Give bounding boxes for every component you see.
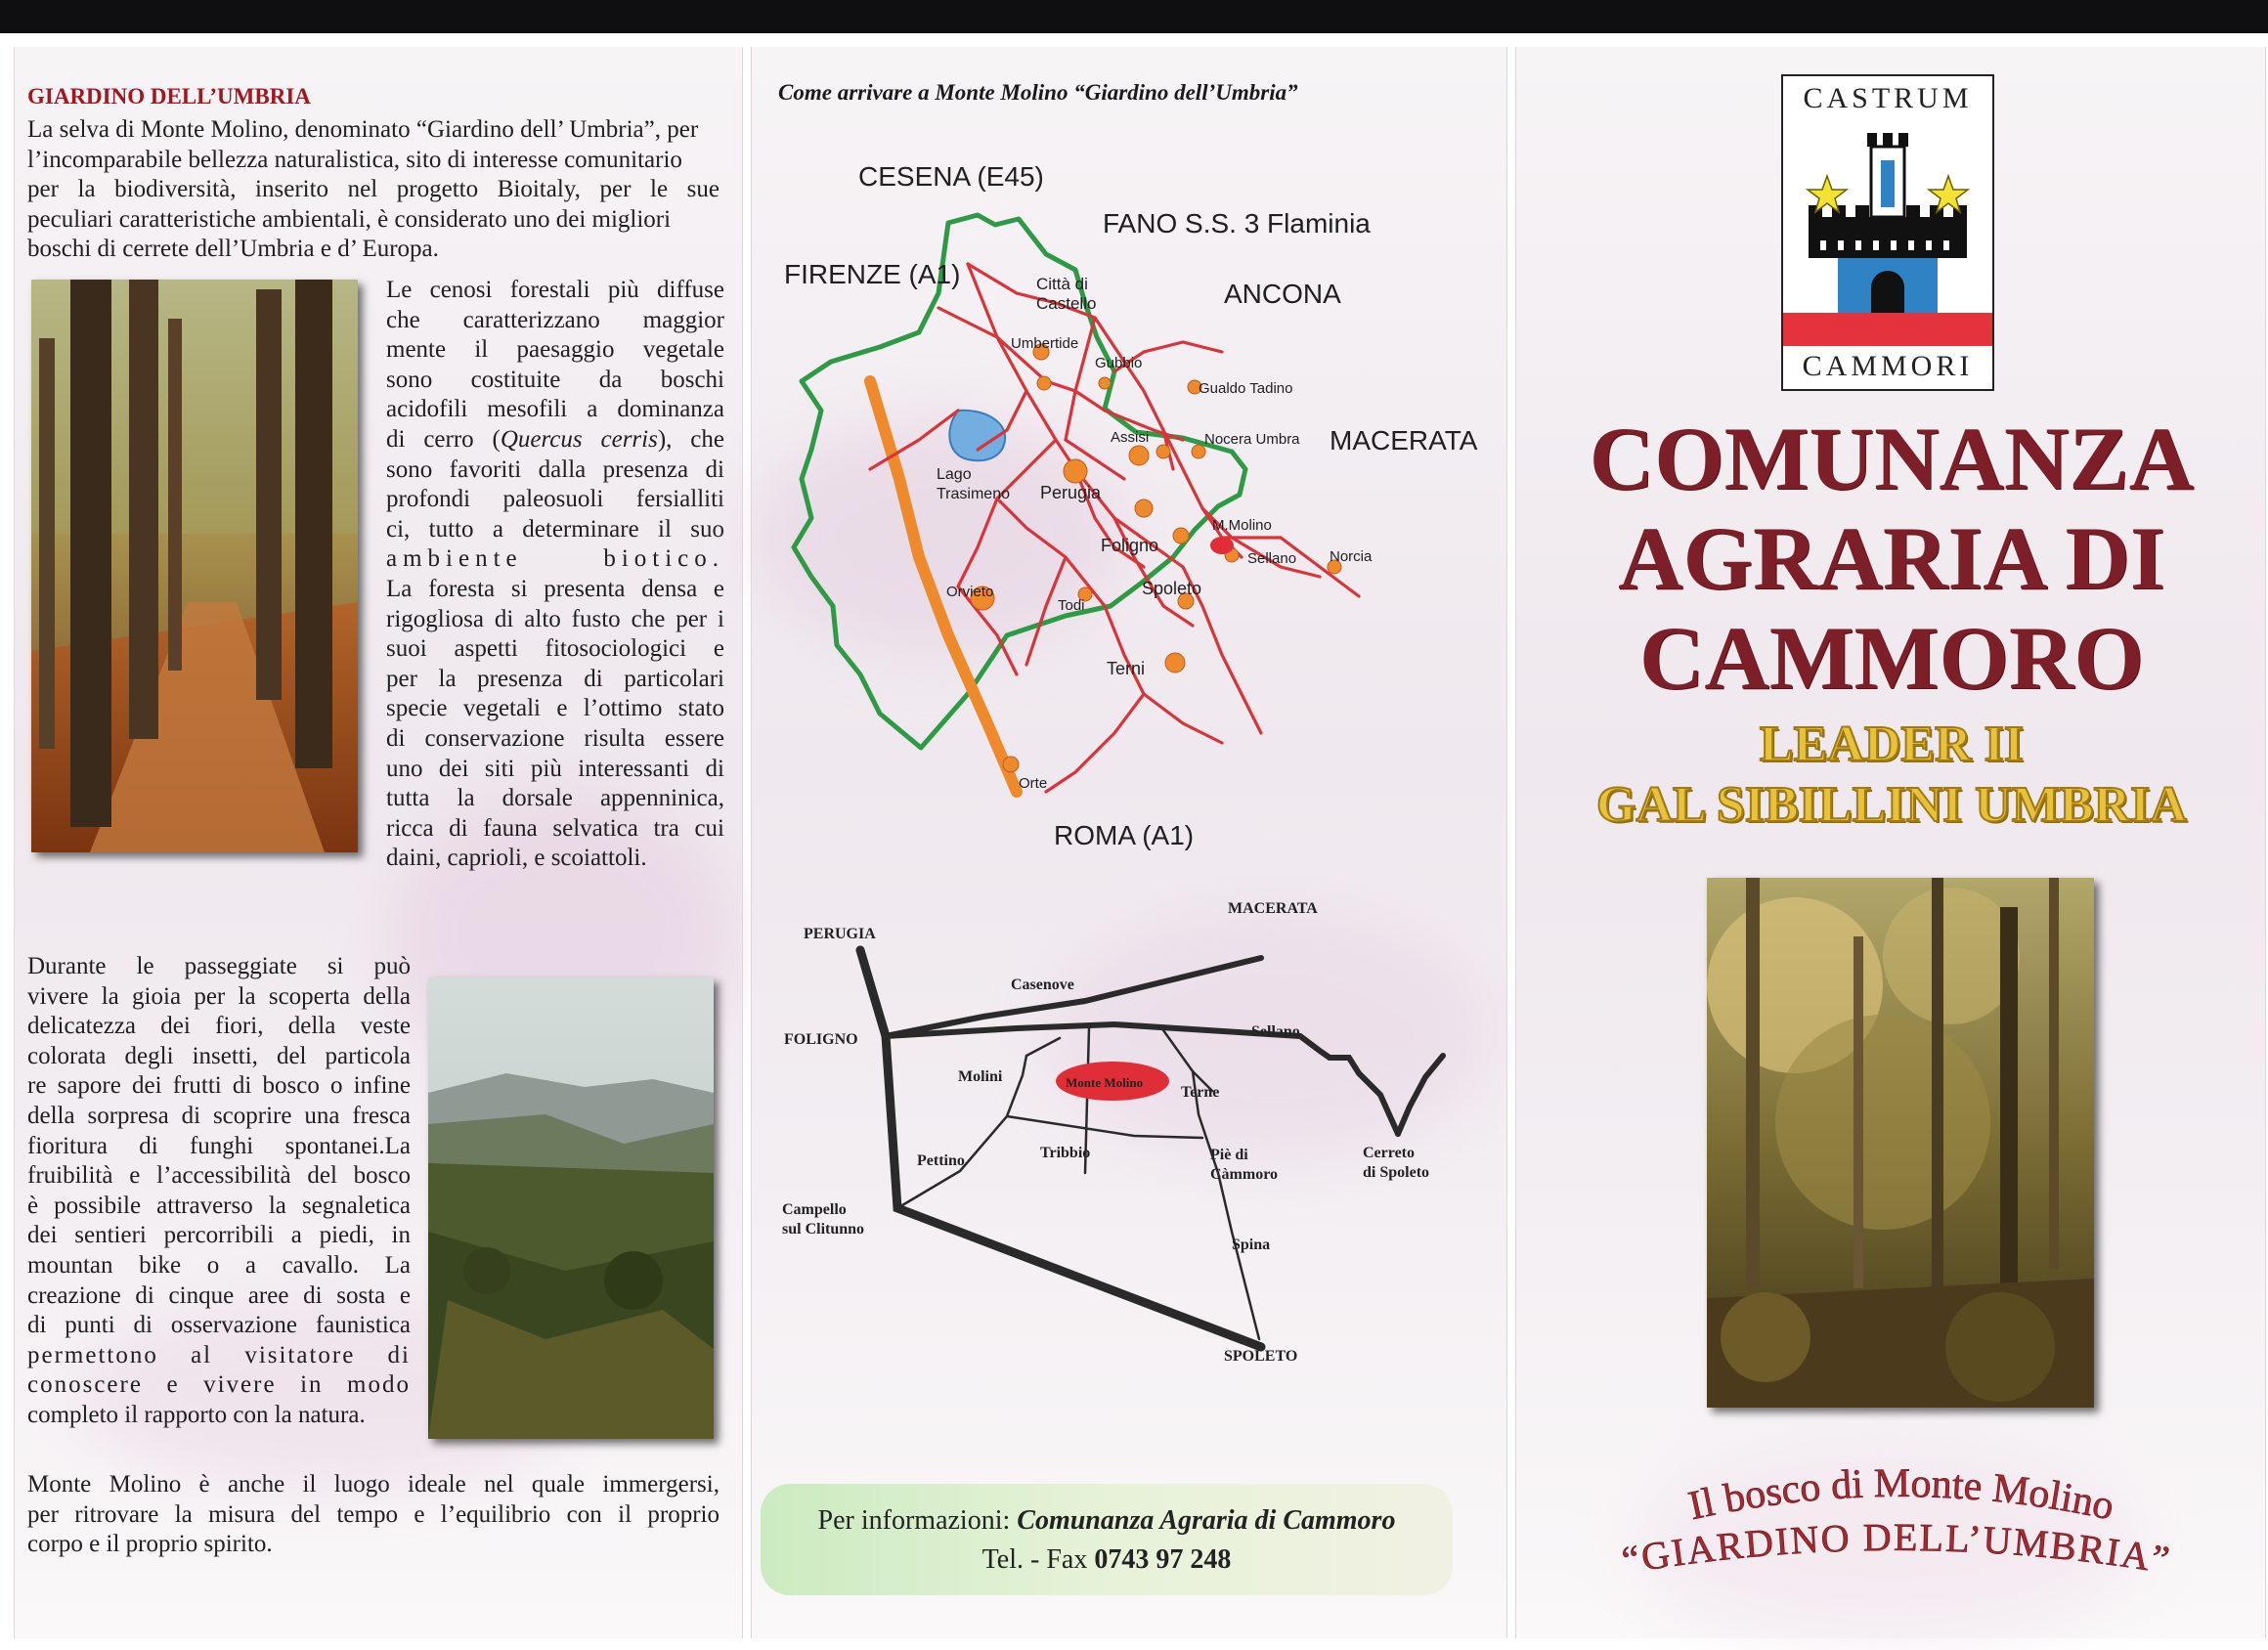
label-cerreto-di-spoleto: di Spoleto [1363, 1164, 1430, 1181]
castrum-cammori-emblem [1781, 74, 1994, 391]
text-line: peculiari caratteristiche ambientali, è considerato uno dei migliori [27, 205, 672, 233]
text-line: di cerro (Quercus cerris), che [386, 425, 724, 453]
text-line: corpo e il proprio spirito. [27, 1531, 273, 1558]
emblem-top-text: CASTRUM [1803, 82, 1973, 114]
text-line: daini, caprioli, e scoiattoli. [386, 845, 647, 872]
text-line: per la biodiversità, inserito nel progetto Bioitaly, per le sue [27, 176, 720, 203]
tagline-text: “GIARDINO DELL’UMBRIA” [1618, 1514, 2175, 1583]
label-gubbio: Gubbio [1095, 355, 1143, 371]
text-line: mountan bike o a cavallo. La [27, 1251, 411, 1279]
label-assisi: Assisi [1111, 429, 1150, 446]
label-orte: Orte [1019, 775, 1048, 792]
label-spina: Spina [1232, 1237, 1271, 1253]
text-line: boschi di cerrete dell’Umbria e d’ Europa. [27, 236, 439, 263]
label-tribbio: Tribbio [1040, 1145, 1091, 1161]
contact-info-box [761, 1484, 1453, 1595]
forest-path-photo [31, 280, 358, 852]
label-campello-sul-clitunno: sul Clitunno [782, 1221, 865, 1238]
intro-paragraph [27, 115, 720, 265]
label-nocera-umbra: Nocera Umbra [1204, 431, 1300, 448]
tel-prefix: Tel. - Fax [981, 1544, 1095, 1575]
text-line: delicatezza dei fiori, della veste [27, 1013, 411, 1040]
label-fano: FANO S.S. 3 Flaminia [1103, 208, 1371, 239]
text-line: sono favoriti dalla presenza di [386, 456, 724, 483]
text-line: della sorpresa di scoprire una fresca [27, 1102, 411, 1129]
roads-network [870, 264, 1359, 792]
label-lago-trasimeno: Lago [937, 466, 972, 483]
leader-line: GAL SIBILLINI UMBRIA [1596, 777, 2187, 833]
text-line: sono costituite da boschi [386, 366, 724, 393]
text-line: Le cenosi forestali più diffuse [386, 277, 724, 303]
info-prefix: Per informazioni: [817, 1505, 1018, 1536]
info-organization: Comunanza Agraria di Cammoro [1017, 1505, 1396, 1536]
text-line: di conservazione risulta essere [386, 724, 724, 752]
label-norcia: Norcia [1330, 548, 1373, 565]
castle-crest [1783, 121, 1992, 346]
leader-line: LEADER II [1759, 716, 2025, 772]
label-foligno: FOLIGNO [784, 1031, 858, 1048]
species-name: Quercus cerris [500, 425, 658, 453]
text-line: Durante le passeggiate si può [27, 953, 411, 979]
monte-molino-marker [1210, 537, 1234, 554]
label-spoleto: SPOLETO [1224, 1348, 1298, 1365]
label-citta-di-castello: Castello [1036, 294, 1097, 313]
label-umbertide: Umbertide [1011, 335, 1079, 352]
label-macerata: MACERATA [1228, 900, 1318, 917]
label-pettino: Pettino [917, 1152, 965, 1169]
text-line: suoi aspetti fitosociologici e [386, 635, 724, 663]
tagline-text: Il bosco di Monte Molino [1684, 1466, 2118, 1530]
text-line: dei sentieri percorribili a piedi, in [27, 1222, 411, 1249]
tel-number: 0743 97 248 [1094, 1544, 1232, 1575]
forest-sunlight-image [1707, 878, 2094, 1408]
label-perugia: Perugia [1040, 483, 1102, 502]
forest-sunlight-photo [1707, 878, 2094, 1408]
text-line: colorata degli insetti, del particola [27, 1042, 411, 1069]
label-spoleto: Spoleto [1142, 579, 1202, 598]
label-sellano: Sellano [1251, 1023, 1300, 1040]
text-line: di punti di osservazione faunistica [27, 1312, 411, 1339]
directions-heading: Come arrivare a Monte Molino “Giardino dell’Umbria” [778, 80, 1298, 105]
text-line: uno dei siti più interessanti di [386, 755, 724, 782]
text-line: fioritura di funghi spontanei.La [27, 1132, 411, 1159]
valley-landscape-photo [428, 977, 714, 1439]
text-line: profondi paleosuoli fersialliti [386, 486, 724, 513]
text-line: che caratterizzano maggior [386, 306, 724, 333]
text-line: permettono al visitatore di [27, 1341, 411, 1368]
text-line: ambiente biotico. [386, 545, 724, 573]
label-casenove: Casenove [1011, 977, 1074, 993]
label-gualdo-tadino: Gualdo Tadino [1199, 380, 1293, 397]
local-road-map [772, 880, 1496, 1388]
text-line: l’incomparabile bellezza naturalistica, sito di interesse comunitario [27, 146, 682, 173]
tagline-arc [1593, 1466, 2200, 1632]
top-dark-border [0, 0, 2268, 33]
label-perugia: PERUGIA [804, 926, 876, 942]
umbria-region-map [772, 147, 1496, 850]
text-line: Monte Molino è anche il luogo ideale nel quale immergersi, [27, 1471, 720, 1498]
label-orvieto: Orvieto [946, 584, 994, 600]
forest-path-image [31, 280, 358, 852]
label-m-molino: M.Molino [1212, 517, 1272, 534]
label-terne: Terne [1181, 1084, 1220, 1101]
label-macerata: MACERATA [1330, 425, 1478, 456]
section-heading: GIARDINO DELL’UMBRIA [27, 84, 311, 109]
label-foligno: Foligno [1101, 536, 1159, 555]
label-terni: Terni [1107, 659, 1146, 678]
label-campello-sul-clitunno: Campello [782, 1201, 847, 1218]
text-line: completo il rapporto con la natura. [27, 1401, 366, 1428]
text-line: re sapore dei frutti di bosco o infine [27, 1072, 411, 1100]
label-lago-trasimeno: Trasimeno [937, 486, 1010, 502]
text-line: tutta la dorsale appenninica, [386, 785, 724, 812]
title-line: COMUNANZA [1589, 409, 2195, 508]
label-cerreto-di-spoleto: Cerreto [1363, 1145, 1415, 1161]
label-ancona: ANCONA [1224, 279, 1341, 309]
label-monte-molino: Monte Molino [1066, 1075, 1144, 1090]
text-line: acidofili mesofili a dominanza [386, 396, 724, 423]
text-line: vivere la gioia per la scoperta della [27, 982, 411, 1010]
text-line: ci, tutto a determinare il suo [386, 515, 724, 543]
label-pie-di-cammoro: Càmmoro [1210, 1166, 1279, 1183]
label-molini: Molini [958, 1068, 1003, 1085]
text-line: rigogliosa di alto fusto che per i [386, 605, 724, 632]
text-line: La selva di Monte Molino, denominato “Giardino dell’ Umbria”, per [27, 116, 699, 143]
contact-line [761, 1505, 1453, 1537]
title-line: CAMMORO [1638, 608, 2145, 708]
forest-paragraph [386, 276, 724, 874]
text-line: mente il paesaggio vegetale [386, 336, 724, 364]
walk-paragraph [27, 952, 411, 1431]
label-sellano: Sellano [1247, 550, 1297, 567]
label-roma: ROMA (A1) [1054, 820, 1195, 850]
label-citta-di-castello: Città di [1036, 275, 1088, 293]
label-firenze: FIRENZE (A1) [784, 259, 961, 289]
label-pie-di-cammoro: Piè di [1210, 1147, 1248, 1163]
text-line: La foresta si presenta densa e [386, 575, 724, 602]
text-line: fruibilità e l’accessibilità del bosco [27, 1162, 411, 1190]
text-line: conoscere e vivere in modo [27, 1371, 411, 1399]
valley-landscape-image [428, 977, 714, 1439]
label-cesena: CESENA (E45) [858, 161, 1044, 192]
emblem-bottom-text: CAMMORI [1802, 350, 1974, 382]
text-line: specie vegetali e l’ottimo stato [386, 695, 724, 722]
text-line: per la presenza di particolari [386, 665, 724, 692]
label-todi: Todi [1058, 597, 1085, 614]
text-line: per ritrovare la misura del tempo e l’equilibrio con il proprio [27, 1500, 720, 1528]
local-roads [860, 950, 1443, 1347]
text-line: è possibile attraverso la segnaletica [27, 1192, 411, 1219]
phone-line [761, 1544, 1453, 1576]
text-line: creazione di cinque aree di sosta e [27, 1281, 411, 1309]
title-line: AGRARIA DI [1618, 508, 2165, 608]
closing-paragraph [27, 1470, 720, 1560]
text-line: ricca di fauna selvatica tra cui [386, 814, 724, 842]
